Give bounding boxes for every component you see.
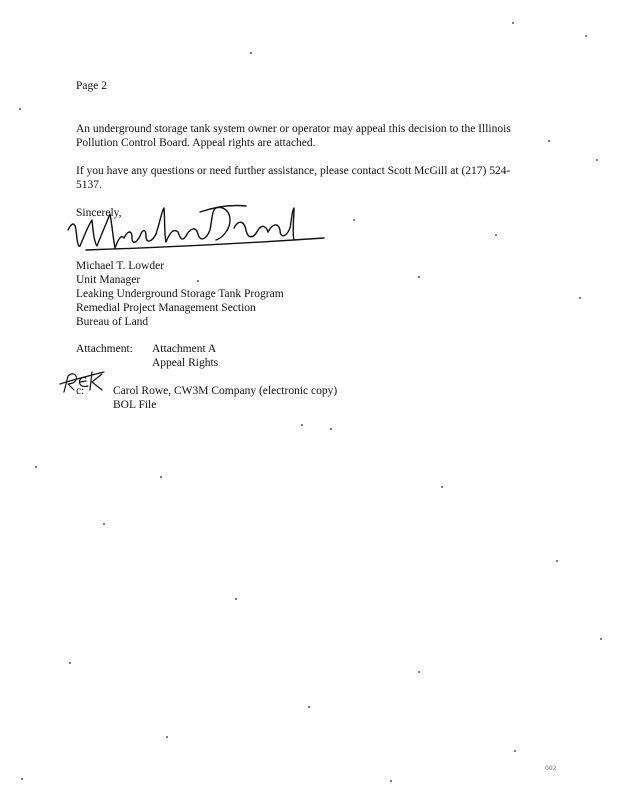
appeal-paragraph-line-2: Pollution Control Board. Appeal rights are attached. — [76, 137, 316, 149]
scan-speck — [418, 671, 420, 673]
scan-speck — [418, 276, 420, 278]
signatory-section: Remedial Project Management Section — [76, 302, 256, 314]
cc-item-1: Carol Rowe, CW3M Company (electronic copy) — [113, 385, 338, 397]
scan-speck — [160, 476, 162, 478]
signatory-name: Michael T. Lowder — [76, 260, 165, 272]
scan-speck — [556, 560, 558, 562]
scan-speck — [585, 35, 587, 37]
scan-speck — [548, 140, 550, 142]
scan-speck — [390, 780, 392, 782]
contact-paragraph-line-2: 5137. — [76, 179, 102, 191]
attachment-item-1: Attachment A — [152, 343, 217, 355]
scan-speck — [103, 523, 105, 525]
scan-speck — [197, 280, 199, 282]
scan-speck — [308, 706, 310, 708]
attachment-label: Attachment: — [76, 343, 133, 355]
page-code: 002 — [545, 765, 557, 772]
scan-speck — [353, 219, 355, 221]
scan-speck — [441, 486, 443, 488]
scan-speck — [166, 736, 168, 738]
scan-speck — [35, 466, 37, 468]
scan-speck — [600, 638, 602, 640]
scan-speck — [250, 52, 252, 54]
page-label: Page 2 — [76, 80, 107, 92]
contact-paragraph-line-1: If you have any questions or need further assistance, please contact Scott McGill at (217) 524- — [76, 165, 511, 177]
signatory-title: Unit Manager — [76, 274, 141, 286]
signatory-bureau: Bureau of Land — [76, 316, 149, 328]
scan-speck — [301, 424, 303, 426]
scan-speck — [495, 234, 497, 236]
appeal-paragraph-line-1: An underground storage tank system owner or operator may appeal this decision to the Illinois — [76, 123, 511, 135]
scan-speck — [235, 598, 237, 600]
attachment-item-2: Appeal Rights — [152, 357, 219, 369]
scan-speck — [512, 22, 514, 24]
closing-salutation: Sincerely, — [76, 207, 122, 219]
scan-speck — [579, 297, 581, 299]
scan-speck — [514, 750, 516, 752]
scan-speck — [330, 428, 332, 430]
signatory-program: Leaking Underground Storage Tank Program — [76, 288, 284, 300]
handwritten-signature — [66, 200, 328, 258]
scan-speck — [596, 159, 598, 161]
cc-label: c: — [76, 385, 85, 397]
cc-item-2: BOL File — [113, 399, 157, 411]
scan-speck — [69, 662, 71, 664]
scan-speck — [21, 778, 23, 780]
scan-speck — [19, 108, 21, 110]
